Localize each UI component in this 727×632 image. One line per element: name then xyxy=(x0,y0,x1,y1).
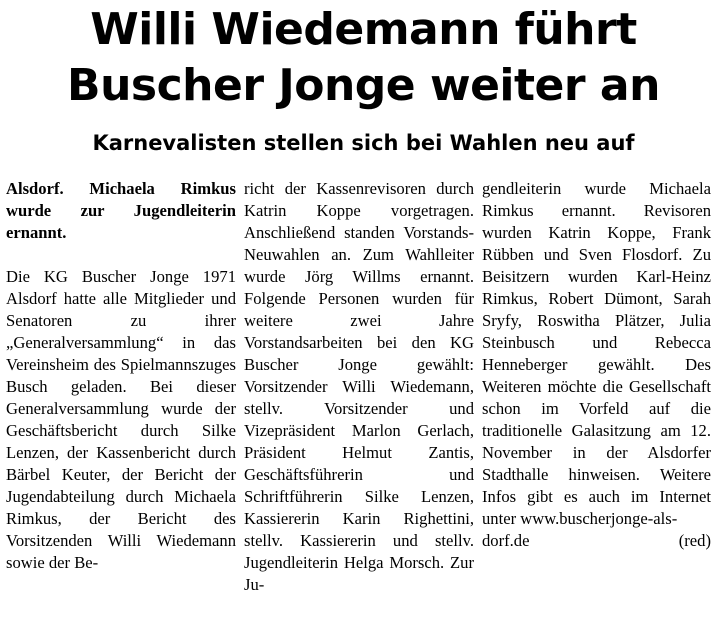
article-column-2 xyxy=(244,178,474,596)
article-text-column-3-end: dorf.de xyxy=(482,531,530,550)
article-subheadline: Karnevalisten stellen sich bei Wahlen neu auf xyxy=(92,131,635,155)
article-column-3 xyxy=(482,178,711,552)
article-text-column-2: richt der Kassenrevisoren durch Katrin Koppe vorgetragen. Anschließend standen Vorstands-Neuwahlen an. Zum Wahlleiter wurde Jörg Willms ernannt. Folgende Personen wurden für weitere zwei Jahre Vorstandsarbeiten bei den KG Buscher Jonge gewählt: Vorsitzender Willi Wiedemann, stellv. Vorsitzender und Vizepräsident Marlon Gerlach, Präsident Helmut Zantis, Geschäftsführerin und Schriftführerin Silke Lenzen, Kassiererin Karin Righettini, stellv. Kassiererin und stellv. Jugendleiterin Helga Morsch. Zur Ju- xyxy=(244,179,474,594)
headline-line-2: Buscher Jonge weiter an xyxy=(67,60,660,111)
article-headline xyxy=(0,2,727,114)
author-credit: (red) xyxy=(678,531,711,550)
headline-line-1: Willi Wiedemann führt xyxy=(90,4,637,55)
article-closing-line xyxy=(482,530,711,552)
article-lead: Alsdorf. Michaela Rimkus wurde zur Jugendleiterin ernannt. xyxy=(6,179,236,242)
article-column-1 xyxy=(6,178,236,574)
article-text-column-1: Die KG Buscher Jonge 1971 Alsdorf hatte alle Mitglieder und Senatoren zu ihrer „Generalversammlung“ in das Vereinsheim des Spielmannszuges Busch geladen. Bei dieser Generalversammlung wurde der Geschäftsbericht durch Silke Lenzen, der Kassenbericht durch Bärbel Keuter, der Bericht der Jugendabteilung durch Michaela Rimkus, der Bericht des Vorsitzenden Willi Wiedemann sowie der Be- xyxy=(6,267,236,572)
article-text-column-3: gendleiterin wurde Michaela Rimkus ernannt. Revisoren wurden Katrin Koppe, Frank Rübben und Sven Flosdorf. Zu Beisitzern wurden Karl-Heinz Rimkus, Robert Dümont, Sarah Sryfy, Roswitha Plätzer, Julia Steinbusch und Rebecca Henneberger gewählt. Des Weiteren möchte die Gesellschaft schon im Vorfeld auf die traditionelle Galasitzung am 12. November in der Alsdorfer Stadthalle hinweisen. Weitere Infos gibt es auch im Internet unter www.buscherjonge-als- xyxy=(482,179,711,528)
